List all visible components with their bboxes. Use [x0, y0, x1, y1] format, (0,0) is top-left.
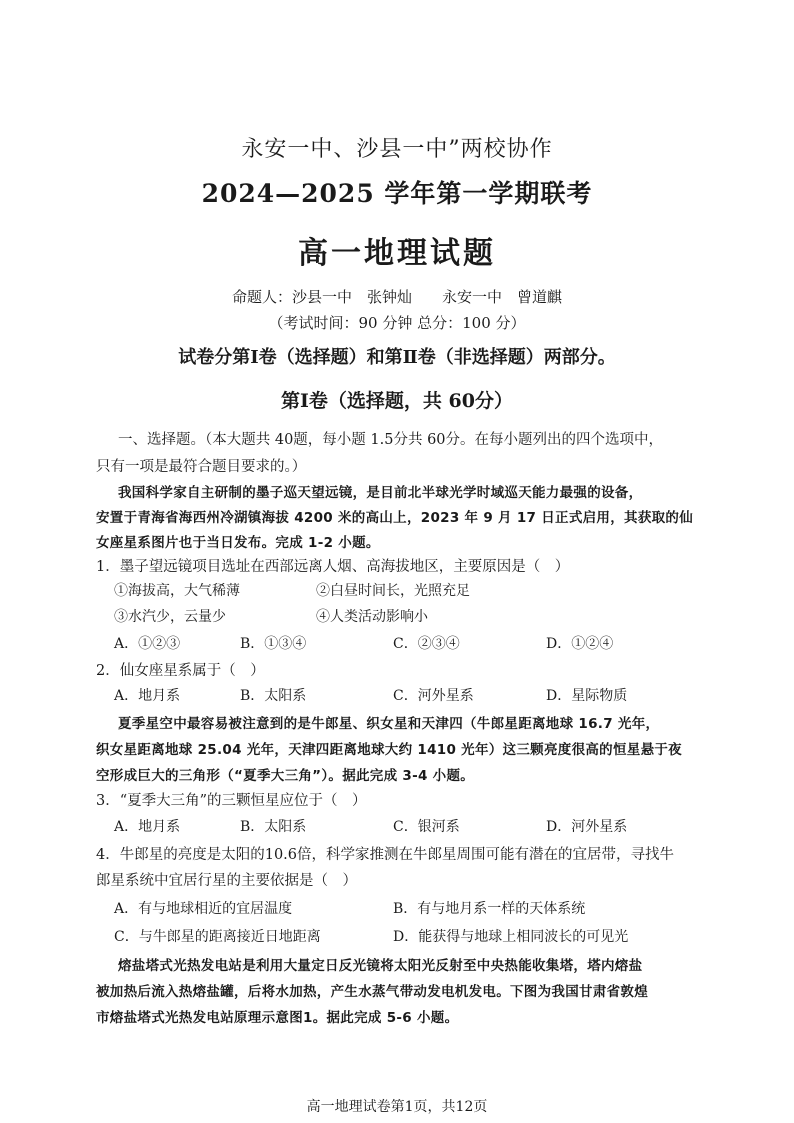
passage2-line2: 织女星距离地球 25.04 光年，天津四距离地球大约 1410 光年）这三颗亮度很高的恒星悬于夜 [96, 742, 682, 758]
q1-item-3: ③水汽少，云量少 [114, 609, 226, 625]
exam-authors: 命题人：沙县一中 张钟灿 永安一中 曾道麒 [231, 288, 562, 306]
exam-structure-note: 试卷分第Ⅰ卷（选择题）和第Ⅱ卷（非选择题）两部分。 [178, 347, 616, 368]
q1-option-b[interactable]: B．①③④ [240, 636, 307, 652]
passage1-line2: 安置于青海省海西州冷湖镇海拔 4200 米的高山上，2023 年 9 月 17 日正式启用，其获取的仙 [96, 510, 694, 526]
page-footer: 高一地理试卷第1页，共12页 [306, 1099, 488, 1115]
question-2-stem: 2．仙女座星系属于（ ） [96, 663, 265, 679]
passage3-line1: 熔盐塔式光热发电站是利用大量定日反光镜将太阳光反射至中央热能收集塔，塔内熔盐 [118, 958, 643, 974]
q3-option-a[interactable]: A．地月系 [114, 819, 181, 835]
question-1-stem: 1．墨子望远镜项目选址在西部远离人烟、高海拔地区，主要原因是（ ） [96, 559, 570, 575]
q2-option-a[interactable]: A．地月系 [114, 688, 181, 704]
section-instruction-line2: 只有一项是最符合题目要求的。） [96, 459, 307, 475]
passage3-line2: 被加热后流入热熔盐罐，后将水加热，产生水蒸气带动发电机发电。下图为我国甘肃省敦煌 [96, 984, 648, 1000]
q1-item-4: ④人类活动影响小 [316, 609, 428, 625]
q3-option-c[interactable]: C．银河系 [393, 819, 460, 835]
q1-item-1: ①海拔高，大气稀薄 [114, 583, 240, 599]
q4-option-c[interactable]: C．与牛郎星的距离接近日地距离 [114, 929, 321, 945]
part1-title: 第Ⅰ卷（选择题，共 60分） [281, 390, 513, 412]
question-4-stem-line1: 4．牛郎星的亮度是太阳的10.6倍，科学家推测在牛郎星周围可能有潜在的宜居带，寻找牛 [96, 847, 675, 863]
q2-option-d[interactable]: D．星际物质 [546, 688, 628, 704]
exam-time-score: （考试时间：90 分钟 总分：100 分） [268, 314, 526, 332]
q3-option-d[interactable]: D．河外星系 [546, 819, 628, 835]
passage1-line1: 我国科学家自主研制的墨子巡天望远镜，是目前北半球光学时域巡天能力最强的设备， [118, 485, 643, 501]
q1-option-c[interactable]: C．②③④ [393, 636, 460, 652]
passage2-line1: 夏季星空中最容易被注意到的是牛郎星、织女星和天津四（牛郎星距离地球 16.7 光年， [118, 716, 660, 732]
passage2-line3: 空形成巨大的三角形（“夏季大三角”）。据此完成 3-4 小题。 [96, 768, 475, 784]
q4-option-d[interactable]: D．能获得与地球上相同波长的可见光 [393, 929, 629, 945]
school-collaboration-title: 永安一中、沙县一中”两校协作 [241, 137, 553, 162]
q3-option-b[interactable]: B．太阳系 [240, 819, 307, 835]
q2-option-c[interactable]: C．河外星系 [393, 688, 474, 704]
q1-option-d[interactable]: D．①②④ [546, 636, 614, 652]
passage1-line3: 女座星系图片也于当日发布。完成 1-2 小题。 [96, 535, 380, 551]
section-instruction-line1: 一、选择题。（本大题共 40题，每小题 1.5分共 60分。在每小题列出的四个选项中， [118, 432, 664, 448]
passage3-line3: 市熔盐塔式光热发电站原理示意图1。据此完成 5-6 小题。 [96, 1010, 459, 1026]
q2-option-b[interactable]: B．太阳系 [240, 688, 307, 704]
exam-subject-title: 高一地理试题 [298, 236, 496, 271]
exam-term-title: 2024—2025 学年第一学期联考 [201, 179, 593, 208]
q1-item-2: ②白昼时间长，光照充足 [316, 583, 470, 599]
question-3-stem: 3．“夏季大三角”的三颗恒星应位于（ ） [96, 793, 367, 809]
q4-option-a[interactable]: A．有与地球相近的宜居温度 [114, 901, 293, 917]
question-4-stem-line2: 郎星系统中宜居行星的主要依据是（ ） [96, 873, 357, 889]
q4-option-b[interactable]: B．有与地月系一样的天体系统 [393, 901, 586, 917]
q1-option-a[interactable]: A．①②③ [114, 636, 181, 652]
